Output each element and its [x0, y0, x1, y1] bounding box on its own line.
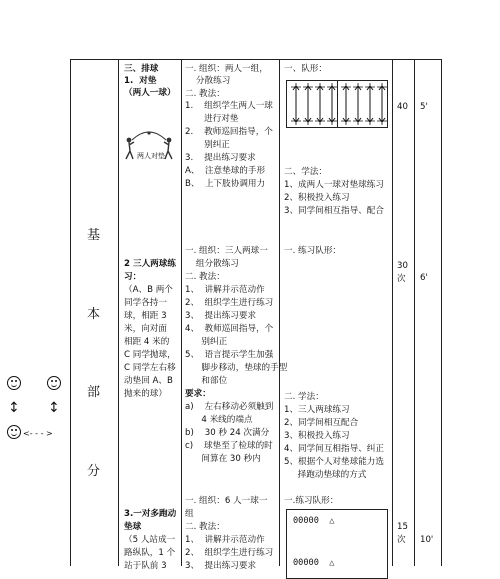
study-line: 1、三人两球练习 [284, 405, 350, 415]
table-divider [279, 59, 280, 566]
org-line: 3. 提出练习要求 [185, 153, 256, 163]
study-line: 1、成两人一球对垫球练习 [284, 180, 384, 190]
org-line: 二. 教法： [185, 89, 225, 99]
illustration-caption: 两人对垫 [137, 152, 165, 160]
org-line: 和部位 [185, 376, 228, 386]
org-line: 1、 讲解并示范动作 [185, 285, 265, 295]
org-line: b) 30 秒 24 次满分 [185, 428, 270, 438]
table-divider [181, 59, 182, 566]
org-line: a) 左右移动必须触到 [185, 402, 274, 412]
table-border-left [70, 59, 71, 566]
formation-row: 00000 △ [293, 558, 335, 568]
org-line: 3、 提出练习要求 [185, 561, 257, 571]
row3-content-line: 站于队前 3 [124, 561, 167, 571]
formation-players-icon [287, 81, 387, 127]
person-icon [47, 376, 61, 390]
row2-time: 6' [420, 273, 428, 283]
row3-content-line: 3.一对多跑动 [124, 509, 177, 519]
row3-count: 15 次 [397, 522, 408, 545]
org-line: 4、 教师巡回指导，个 [185, 324, 274, 334]
row2-content-line: 2 三人两球练 [124, 259, 176, 269]
row2-content-line: （A、B 两个 [124, 285, 173, 295]
org-line: 3、 提出练习要求 [185, 311, 257, 321]
org-line: 组分散练习 [185, 259, 239, 269]
row2-content-line: 米，向对面 [124, 324, 167, 334]
org-line: 2. 教师巡回指导，个 [185, 127, 273, 137]
formation-title: 一.练习队形： [284, 496, 339, 506]
row2-content-line: 抛来的球） [124, 389, 167, 399]
row1-content-line: 1. 对垫 [124, 76, 157, 86]
formation-title: 一、队形： [284, 64, 327, 74]
arrow-dashed-label: <- - - > [23, 429, 53, 438]
org-line: 1、 讲解并示范动作 [185, 535, 265, 545]
org-line: 一. 组织：三人两球一 [185, 246, 268, 256]
study-line: 3、同学间相互指导、配合 [284, 206, 384, 216]
table-border-top [70, 59, 442, 60]
study-line: 5、根据个人对垫球能力选 [284, 457, 384, 467]
table-border-right [441, 59, 442, 566]
formation-row: 00000 △ [293, 516, 335, 526]
org-line: 5、 语言提示学生加强 [185, 350, 274, 360]
org-line: 别纠正 [185, 337, 228, 347]
section-label-char: 本 [87, 307, 101, 322]
person-icon [7, 376, 21, 390]
row2-content-line: 习： [124, 272, 142, 282]
study-line: 2、积极投入练习 [284, 193, 350, 203]
row2-count: 30 次 [397, 261, 408, 284]
row3-content-line: （5 人站成一 [124, 535, 176, 545]
section-label-char: 部 [87, 385, 101, 400]
org-line: 二. 教法： [185, 522, 225, 532]
org-line: 别纠正 [185, 140, 230, 150]
org-line: c) 球垫至了检球的时 [185, 441, 273, 451]
row3-content-line: 路纵队，1 个 [124, 548, 176, 558]
row3-time: 10' [420, 535, 434, 545]
org-line: 二. 教法： [185, 272, 225, 282]
formation-title: 一. 练习队形： [284, 246, 342, 256]
org-line: 要求： [185, 389, 211, 399]
org-line: 2、 组织学生进行练习 [185, 548, 274, 558]
table-divider [118, 59, 119, 566]
org-line: 脚步移动，垫球的手型 [185, 363, 288, 373]
arrow-updown-icon: ↕ [8, 400, 20, 416]
org-line: 进行对垫 [185, 114, 239, 124]
study-line: 二、学法： [284, 167, 327, 177]
row1-content-line: （两人一球） [124, 88, 176, 98]
org-line: 1. 组织学生两人一球 [185, 101, 273, 111]
row1-content-line: 三、排球 [124, 64, 159, 74]
table-divider [392, 59, 393, 566]
row1-count: 40 [397, 102, 408, 112]
arrow-updown-icon: ↕ [48, 400, 60, 416]
org-line: 组 [185, 509, 194, 519]
row2-content-line: 动垫回 A、B [124, 376, 173, 386]
row2-content-line: C 同学左右移 [124, 363, 176, 373]
study-line: 3、积极投入练习 [284, 431, 350, 441]
section-label-char: 分 [87, 464, 101, 479]
org-line: B、 上下肢协调用力 [185, 179, 266, 189]
org-line: 2、 组织学生进行练习 [185, 298, 274, 308]
org-line: 一. 组织：两人一组， [185, 64, 268, 74]
row2-content-line: C 同学抛球， [124, 350, 176, 360]
row2-content-line: 球，相距 3 [124, 311, 167, 321]
row3-content-line: 垫球 [124, 522, 142, 532]
org-line: 4 米线的端点 [185, 415, 253, 425]
section-label-char: 基 [87, 228, 101, 243]
table-divider [414, 59, 415, 566]
org-line: A、 注意垫球的手形 [185, 166, 266, 176]
study-line: 2、同学间相互配合 [284, 418, 359, 428]
row2-content-line: 同学各持一 [124, 298, 167, 308]
row2-content-line: 相距 4 米的 [124, 337, 170, 347]
org-line: 间算在 30 秒内 [185, 454, 261, 464]
person-icon [7, 425, 21, 439]
row1-time: 5' [420, 102, 428, 112]
study-line: 择跑动垫球的方式 [284, 470, 367, 480]
org-line: 分散练习 [185, 76, 231, 86]
org-line: 一. 组织：6 人一球一 [185, 496, 268, 506]
study-line: 4、同学间互相指导、纠正 [284, 444, 384, 454]
study-line: 二. 学法： [284, 392, 324, 402]
